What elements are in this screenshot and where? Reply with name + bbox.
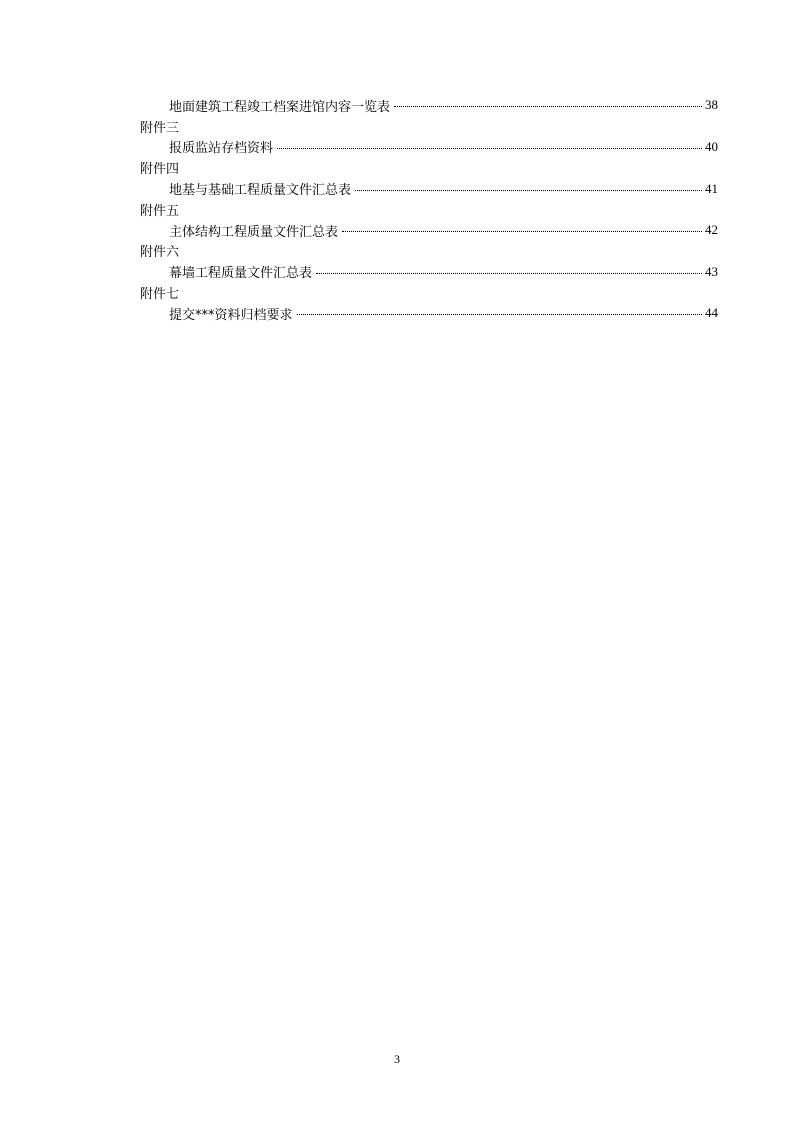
toc-entry-page: 42 xyxy=(705,222,718,238)
toc-entry-page: 41 xyxy=(705,180,718,196)
toc-dot-leader xyxy=(342,230,702,232)
table-of-contents xyxy=(140,95,718,324)
page-number: 3 xyxy=(394,1052,400,1066)
toc-entry[interactable] xyxy=(140,220,718,241)
toc-dot-leader xyxy=(316,272,702,274)
toc-entry-title: 主体结构工程质量文件汇总表 xyxy=(169,224,339,240)
toc-heading xyxy=(140,199,718,220)
toc-entry[interactable] xyxy=(140,303,718,324)
toc-entry-title: 地面建筑工程竣工档案进馆内容一览表 xyxy=(169,99,391,115)
toc-entry[interactable] xyxy=(140,261,718,282)
toc-entry[interactable] xyxy=(140,137,718,158)
toc-entry-title: 地基与基础工程质量文件汇总表 xyxy=(169,183,352,199)
toc-entry-title: 提交***资料归档要求 xyxy=(169,307,293,323)
toc-heading-title: 附件五 xyxy=(140,203,180,219)
toc-heading-title: 附件六 xyxy=(140,245,180,261)
toc-dot-leader xyxy=(297,313,702,315)
toc-entry-page: 40 xyxy=(705,138,718,154)
toc-entry-page: 38 xyxy=(705,97,718,113)
toc-heading xyxy=(140,241,718,262)
toc-heading-title: 附件三 xyxy=(140,120,180,136)
toc-entry-page: 44 xyxy=(705,305,718,321)
toc-entry-title: 幕墙工程质量文件汇总表 xyxy=(169,266,313,282)
toc-heading-title: 附件四 xyxy=(140,162,180,178)
toc-heading xyxy=(140,282,718,303)
toc-entry-title: 报质监站存档资料 xyxy=(169,141,274,157)
toc-dot-leader xyxy=(394,105,702,107)
toc-entry[interactable] xyxy=(140,178,718,199)
toc-heading xyxy=(140,116,718,137)
toc-heading xyxy=(140,157,718,178)
toc-heading-title: 附件七 xyxy=(140,287,180,303)
toc-entry[interactable] xyxy=(140,95,718,116)
toc-entry-page: 43 xyxy=(705,263,718,279)
toc-dot-leader xyxy=(277,147,702,149)
toc-dot-leader xyxy=(355,189,702,191)
